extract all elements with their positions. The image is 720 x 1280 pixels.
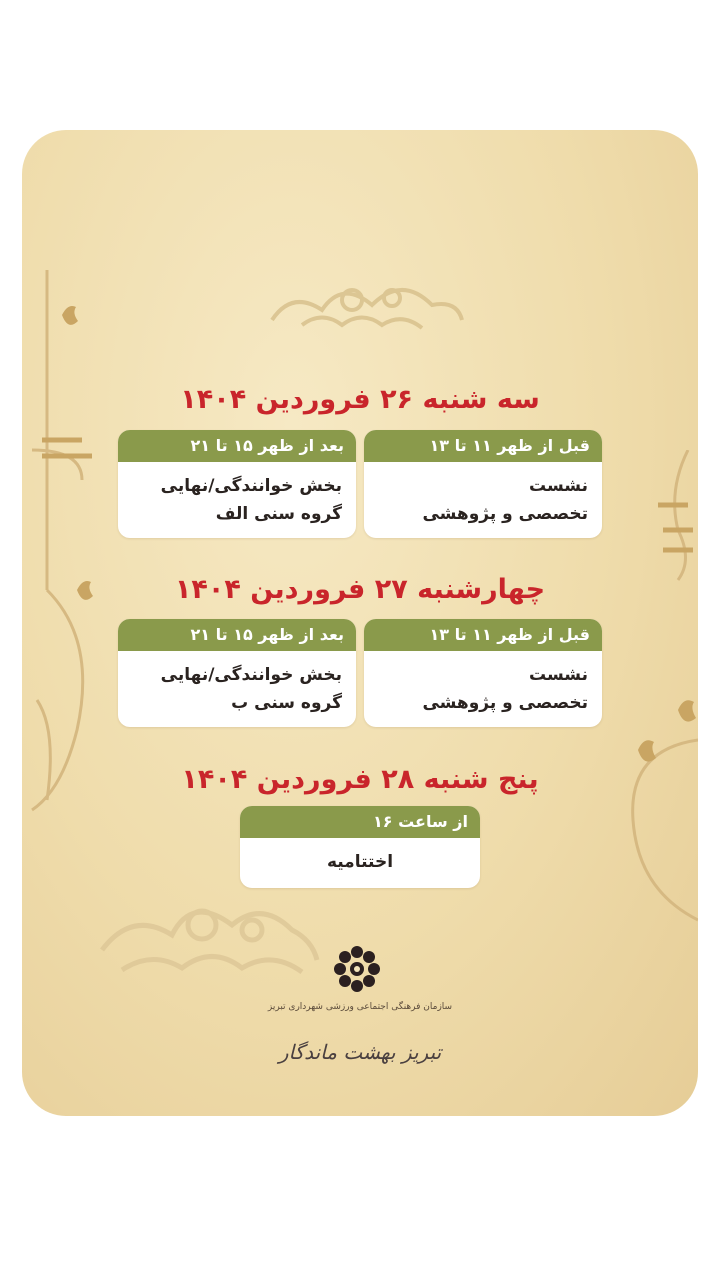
session-description	[364, 462, 602, 528]
session-time-header: از ساعت ۱۶	[240, 806, 480, 838]
day-title: پنج شنبه ۲۸ فروردین ۱۴۰۴	[181, 764, 539, 795]
session-description	[118, 651, 356, 717]
session-line: تخصصی و پژوهشی	[422, 693, 588, 713]
cloud-ornament-icon	[92, 880, 322, 990]
session-card-afternoon	[118, 619, 356, 727]
session-card-morning	[364, 430, 602, 538]
org-name: سازمان فرهنگی اجتماعی ورزشی شهرداری تبریز	[267, 1002, 453, 1012]
bird-icon	[678, 700, 696, 721]
session-line: بخش خوانندگی/نهایی	[160, 476, 342, 496]
session-time-header: بعد از ظهر ۱۵ تا ۲۱	[118, 619, 356, 651]
session-time-header: بعد از ظهر ۱۵ تا ۲۱	[118, 430, 356, 462]
session-line: بخش خوانندگی/نهایی	[160, 665, 342, 685]
session-card-closing	[240, 806, 480, 888]
session-line: نشست	[529, 665, 588, 685]
session-line: نشست	[529, 476, 588, 496]
session-line: اختتامیه	[326, 852, 394, 872]
cloud-ornament-icon	[262, 270, 472, 350]
brand-logo-text: تبریز بهشت ماندگار	[278, 1040, 442, 1064]
day-title: سه شنبه ۲۶ فروردین ۱۴۰۴	[180, 384, 540, 415]
day-title: چهارشنبه ۲۷ فروردین ۱۴۰۴	[174, 574, 546, 605]
flower-logo-icon	[332, 944, 382, 994]
session-time-header: قبل از ظهر ۱۱ تا ۱۳	[364, 619, 602, 651]
session-line: گروه سنی ب	[231, 693, 342, 713]
session-description	[240, 838, 480, 876]
session-line: گروه سنی الف	[215, 504, 342, 524]
session-description	[118, 462, 356, 528]
session-time-header: قبل از ظهر ۱۱ تا ۱۳	[364, 430, 602, 462]
session-card-morning	[364, 619, 602, 727]
session-description	[364, 651, 602, 717]
bird-icon	[62, 306, 78, 325]
schedule-poster	[22, 130, 698, 1116]
tar-instrument-icon	[608, 450, 698, 950]
session-card-afternoon	[118, 430, 356, 538]
tar-instrument-icon	[22, 260, 112, 820]
session-line: تخصصی و پژوهشی	[422, 504, 588, 524]
